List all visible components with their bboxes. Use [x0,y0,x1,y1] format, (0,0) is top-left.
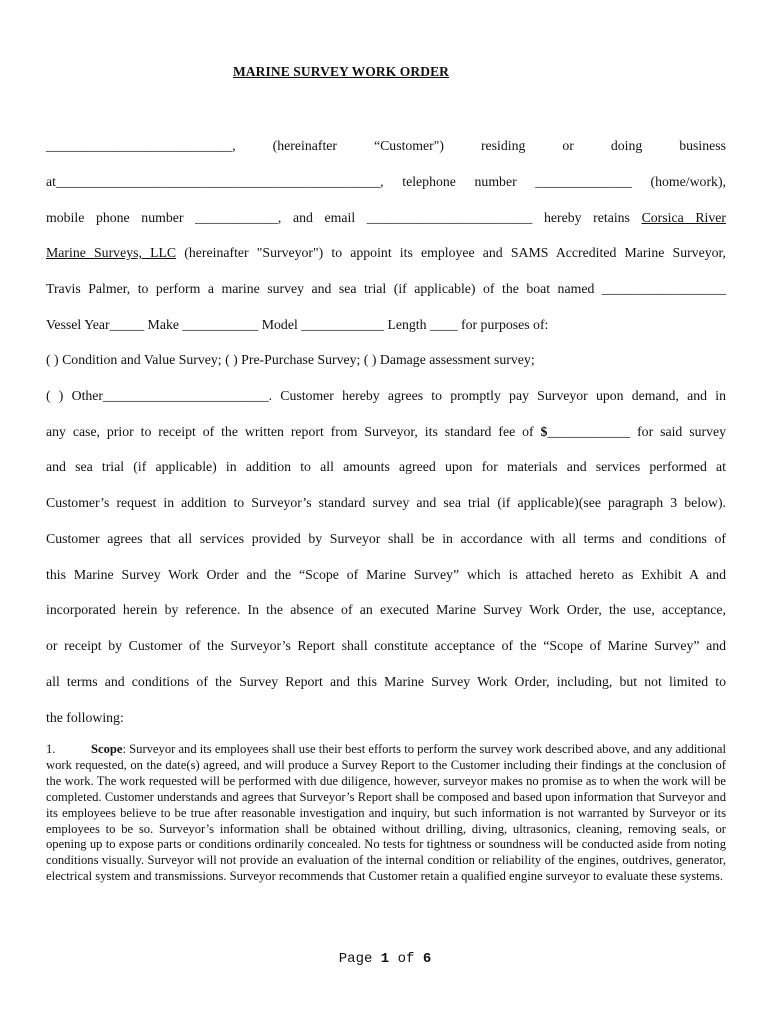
text-line-survey-type: ( ) Condition and Value Survey; ( ) Pre-Purchase Survey; ( ) Damage assessment survey; [46,352,535,367]
company-name-cont: Marine Surveys, LLC [46,245,177,260]
text-line-fee-tail: ____________ for said survey [547,424,726,439]
text-line-contact [46,209,726,227]
paragraph-body: : Surveyor and its employees shall use their best efforts to perform the survey work described above, and any additional work requested, on the date(s) agreed, and will produce a Survey Report to the Customer including their findings at the conclusion of the work. The work requested will be performed with due diligence, however, surveyor makes no promise as to when the work will be completed. Customer understands and agrees that Surveyor’s Report shall be composed and based upon information that Surveyor and its employees believe to be true after reasonable investigation and inquiry, but such information is not warranted by Surveyor or its employees to be so. Surveyor’s information shall be obtained without drilling, diving, ultrasonics, cleaning, removing seals, or opening up to expose parts or conditions ordinarily concealed. No tests for tightness or soundness will be conducted aside from noting conditions visually. Surveyor will not provide an evaluation of the internal condition or reliability of the engines, outdrives, generator, electrical system and transmissions. Surveyor recommends that Customer retain a qualified engine surveyor to evaluate these systems. [46,742,726,884]
text-line-fee [46,423,726,441]
text-line-agrees: Customer agrees that all services provided by Surveyor shall be in accordance with all terms and conditions of [46,531,726,546]
page-footer [0,951,770,967]
paragraph-number: 1. [46,742,56,756]
text-line-exhibit: this Marine Survey Work Order and the “Scope of Marine Survey” which is attached hereto as Exhibit A and [46,567,726,582]
text-line-other: ( ) Other________________________. Customer hereby agrees to promptly pay Surveyor upon demand, and in [46,388,726,403]
company-name: Corsica River [641,210,726,225]
page-label: Page [338,951,381,967]
scope-paragraph [46,742,726,885]
text-line-contact-lead: mobile phone number ____________, and email ________________________ hereby retains [46,210,642,225]
page-of-label: of [389,951,423,967]
document-title: MARINE SURVEY WORK ORDER [232,64,450,79]
text-line-following: the following: [46,710,124,725]
text-line-surveyor [46,244,726,262]
text-line-terms: all terms and conditions of the Survey Report and this Marine Survey Work Order, including, but not limited to [46,674,726,689]
text-line-vessel: Vessel Year_____ Make ___________ Model ____________ Length ____ for purposes of: [46,317,549,332]
page-total: 6 [422,951,432,967]
text-line-surveyor-rest: (hereinafter "Surveyor") to appoint its employee and SAMS Accredited Marine Surveyor, [176,245,726,260]
text-line-boat: Travis Palmer, to perform a marine survey and sea trial (if applicable) of the boat named __________________ [46,281,726,296]
text-line-incorporated: incorporated herein by reference. In the absence of an executed Marine Survey Work Order, the use, acceptance, [46,602,726,617]
text-line-sea-trial: and sea trial (if applicable) in addition to all amounts agreed upon for materials and services performed at [46,459,726,474]
text-line-request: Customer’s request in addition to Surveyor’s standard survey and sea trial (if applicable)(see paragraph 3 below). [46,495,726,510]
text-line-fee-lead: any case, prior to receipt of the written report from Surveyor, its standard fee of [46,424,541,439]
page-number: 1 [380,951,390,967]
paragraph-heading: Scope [91,742,123,756]
text-line-address: at_______________________________________________, telephone number ______________ (home/work), [46,174,726,189]
dollar-sign: $ [540,424,548,439]
text-line-customer: ___________________________, (hereinafter “Customer") residing or doing business [46,138,726,153]
text-line-receipt: or receipt by Customer of the Surveyor’s Report shall constitute acceptance of the “Scope of Marine Survey” and [46,638,726,653]
